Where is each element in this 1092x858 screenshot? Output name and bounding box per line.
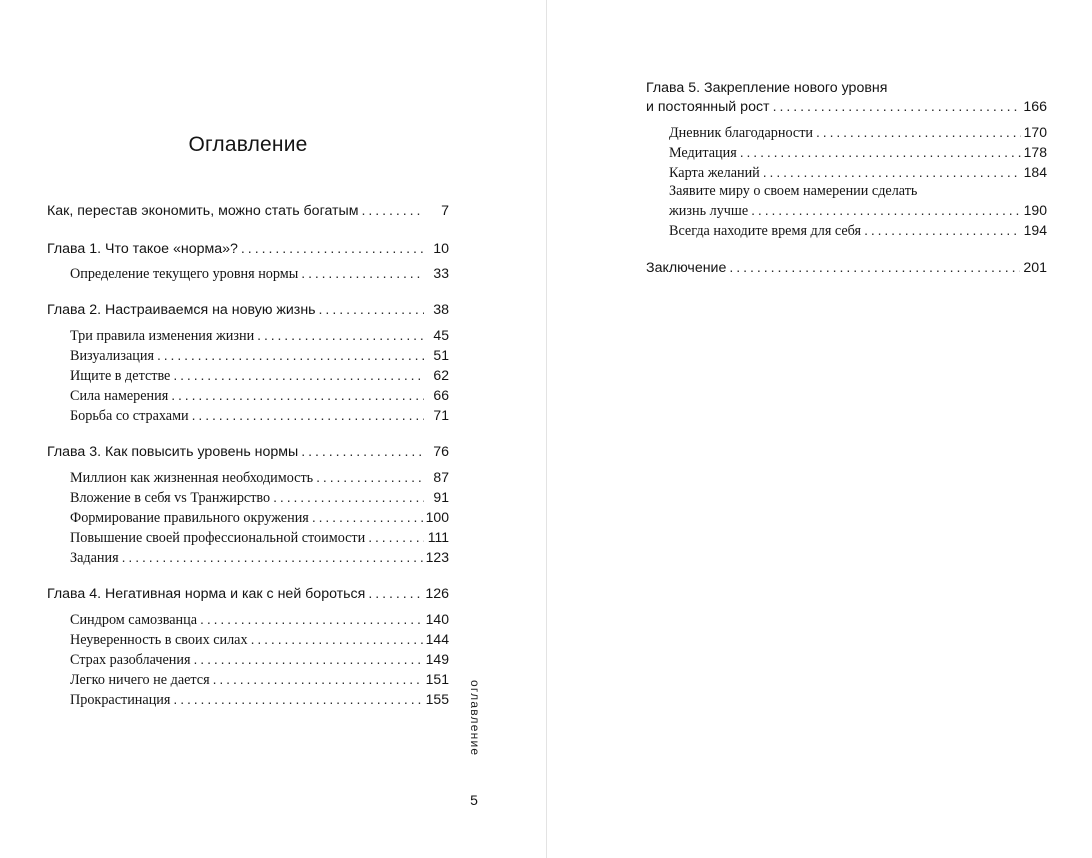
toc-entry-title: Глава 1. Что такое «норма»? bbox=[47, 241, 238, 257]
toc-entry-title: Как, перестав экономить, можно стать богатым bbox=[47, 203, 359, 219]
dot-leader bbox=[361, 203, 424, 219]
dot-leader bbox=[312, 509, 423, 525]
dot-leader bbox=[729, 260, 1020, 276]
toc-entry-chapter-3[interactable] bbox=[47, 444, 449, 460]
toc-entry-section[interactable] bbox=[70, 407, 449, 425]
dot-leader bbox=[319, 302, 424, 318]
toc-entry-title: Визуализация bbox=[70, 348, 154, 364]
toc-entry-title: Повышение своей профессиональной стоимости bbox=[70, 530, 366, 546]
dot-leader bbox=[864, 222, 1021, 238]
toc-entry-title: Дневник благодарности bbox=[669, 125, 814, 141]
toc-entry-page: 7 bbox=[441, 203, 449, 219]
dot-leader bbox=[763, 164, 1021, 180]
dot-leader bbox=[816, 124, 1021, 140]
dot-leader bbox=[122, 549, 423, 565]
dot-leader bbox=[251, 631, 423, 647]
dot-leader bbox=[740, 144, 1021, 160]
toc-entry-section[interactable] bbox=[70, 549, 449, 567]
toc-entry-title: Страх разоблачения bbox=[70, 652, 191, 668]
toc-entry-title: Медитация bbox=[669, 145, 737, 161]
toc-entry-title: Заключение bbox=[646, 260, 727, 276]
toc-entry-title: Глава 3. Как повысить уровень нормы bbox=[47, 444, 299, 460]
dot-leader bbox=[257, 327, 424, 343]
dot-leader bbox=[301, 444, 424, 460]
toc-entry-section[interactable] bbox=[70, 671, 449, 689]
toc-entry-title: Миллион как жизненная необходимость bbox=[70, 470, 314, 486]
toc-entry-page: 91 bbox=[433, 489, 449, 505]
toc-entry-section-line1[interactable]: Заявите миру о своем намерении сделать bbox=[669, 183, 918, 199]
toc-entry-chapter-2[interactable] bbox=[47, 302, 449, 318]
toc-entry-section[interactable] bbox=[70, 265, 449, 283]
toc-entry-title: Ищите в детстве bbox=[70, 368, 171, 384]
dot-leader bbox=[273, 489, 424, 505]
dot-leader bbox=[751, 202, 1021, 218]
toc-entry-page: 10 bbox=[433, 241, 449, 257]
toc-entry-title: Всегда находите время для себя bbox=[669, 223, 862, 239]
toc-entry-conclusion[interactable] bbox=[646, 260, 1047, 276]
toc-entry-chapter-5-line1[interactable]: Глава 5. Закрепление нового уровня bbox=[646, 80, 888, 96]
toc-entry-section[interactable] bbox=[70, 387, 449, 405]
toc-entry-title: Три правила изменения жизни bbox=[70, 328, 255, 344]
toc-entry-title: Прокрастинация bbox=[70, 692, 171, 708]
toc-entry-title: Карта желаний bbox=[669, 165, 760, 181]
toc-entry-title: Легко ничего не дается bbox=[70, 672, 210, 688]
page-number: 5 bbox=[470, 792, 478, 808]
toc-entry-page: 126 bbox=[425, 586, 449, 602]
dot-leader bbox=[171, 387, 424, 403]
toc-entry-page: 201 bbox=[1023, 260, 1047, 276]
dot-leader bbox=[368, 529, 424, 545]
toc-entry-title: Формирование правильного окружения bbox=[70, 510, 309, 526]
dot-leader bbox=[316, 469, 424, 485]
toc-entry-page: 151 bbox=[425, 671, 449, 687]
dot-leader bbox=[173, 367, 424, 383]
toc-entry-page: 71 bbox=[433, 407, 449, 423]
toc-entry-page: 51 bbox=[433, 347, 449, 363]
toc-entry-title: Борьба со страхами bbox=[70, 408, 189, 424]
toc-entry-chapter-4[interactable] bbox=[47, 586, 449, 602]
toc-entry-page: 194 bbox=[1023, 222, 1047, 238]
toc-entry-title: Глава 2. Настраиваемся на новую жизнь bbox=[47, 302, 316, 318]
toc-entry-page: 38 bbox=[433, 302, 449, 318]
dot-leader bbox=[173, 691, 422, 707]
toc-entry-section[interactable] bbox=[70, 691, 449, 709]
dot-leader bbox=[194, 651, 423, 667]
toc-entry-page: 62 bbox=[433, 367, 449, 383]
toc-entry-page: 66 bbox=[433, 387, 449, 403]
toc-entry-section[interactable] bbox=[70, 469, 449, 487]
toc-entry-page: 87 bbox=[433, 469, 449, 485]
toc-entry-section[interactable] bbox=[669, 164, 1047, 182]
page-title: Оглавление bbox=[188, 133, 308, 156]
dot-leader bbox=[301, 265, 424, 281]
toc-entry-section[interactable] bbox=[70, 651, 449, 669]
toc-entry-title: жизнь лучше bbox=[669, 203, 749, 219]
toc-entry-section[interactable] bbox=[70, 367, 449, 385]
toc-entry-title: Глава 4. Негативная норма и как с ней бороться bbox=[47, 586, 366, 602]
toc-entry-intro[interactable] bbox=[47, 203, 449, 219]
toc-entry-section[interactable] bbox=[70, 327, 449, 345]
toc-entry-title: Задания bbox=[70, 550, 119, 566]
toc-entry-page: 149 bbox=[425, 651, 449, 667]
right-page bbox=[547, 0, 1092, 858]
toc-entry-page: 178 bbox=[1023, 144, 1047, 160]
toc-entry-section[interactable] bbox=[70, 611, 449, 629]
toc-entry-section[interactable] bbox=[669, 202, 1047, 220]
toc-entry-page: 170 bbox=[1023, 124, 1047, 140]
toc-entry-page: 76 bbox=[433, 444, 449, 460]
toc-entry-title: Синдром самозванца bbox=[70, 612, 198, 628]
dot-leader bbox=[773, 99, 1021, 115]
toc-entry-page: 166 bbox=[1023, 99, 1047, 115]
toc-entry-title: Неуверенность в своих силах bbox=[70, 632, 248, 648]
toc-entry-title: Сила намерения bbox=[70, 388, 169, 404]
dot-leader bbox=[200, 611, 423, 627]
toc-entry-page: 33 bbox=[433, 265, 449, 281]
toc-entry-title: Вложение в себя vs Транжирство bbox=[70, 490, 271, 506]
dot-leader bbox=[368, 586, 422, 602]
toc-entry-section[interactable] bbox=[70, 509, 449, 527]
toc-entry-page: 140 bbox=[425, 611, 449, 627]
toc-entry-chapter-1[interactable] bbox=[47, 241, 449, 257]
toc-entry-page: 184 bbox=[1023, 164, 1047, 180]
toc-entry-chapter-5[interactable] bbox=[646, 99, 1047, 115]
toc-entry-page: 123 bbox=[425, 549, 449, 565]
toc-entry-section[interactable] bbox=[669, 124, 1047, 142]
toc-entry-title: и постоянный рост bbox=[646, 99, 770, 115]
toc-entry-page: 100 bbox=[425, 509, 449, 525]
dot-leader bbox=[157, 347, 424, 363]
toc-entry-page: 144 bbox=[425, 631, 449, 647]
toc-entry-section[interactable] bbox=[669, 222, 1047, 240]
toc-entry-page: 190 bbox=[1023, 202, 1047, 218]
toc-entry-section[interactable] bbox=[70, 631, 449, 649]
toc-entry-section[interactable] bbox=[70, 529, 449, 547]
toc-entry-page: 111 bbox=[427, 529, 449, 545]
toc-entry-page: 155 bbox=[425, 691, 449, 707]
running-head: оглавление bbox=[468, 680, 482, 757]
toc-entry-title: Определение текущего уровня нормы bbox=[70, 266, 299, 282]
dot-leader bbox=[192, 407, 424, 423]
dot-leader bbox=[213, 671, 423, 687]
toc-entry-page: 45 bbox=[433, 327, 449, 343]
dot-leader bbox=[241, 241, 424, 257]
toc-entry-section[interactable] bbox=[70, 347, 449, 365]
toc-entry-section[interactable] bbox=[669, 144, 1047, 162]
toc-entry-section[interactable] bbox=[70, 489, 449, 507]
